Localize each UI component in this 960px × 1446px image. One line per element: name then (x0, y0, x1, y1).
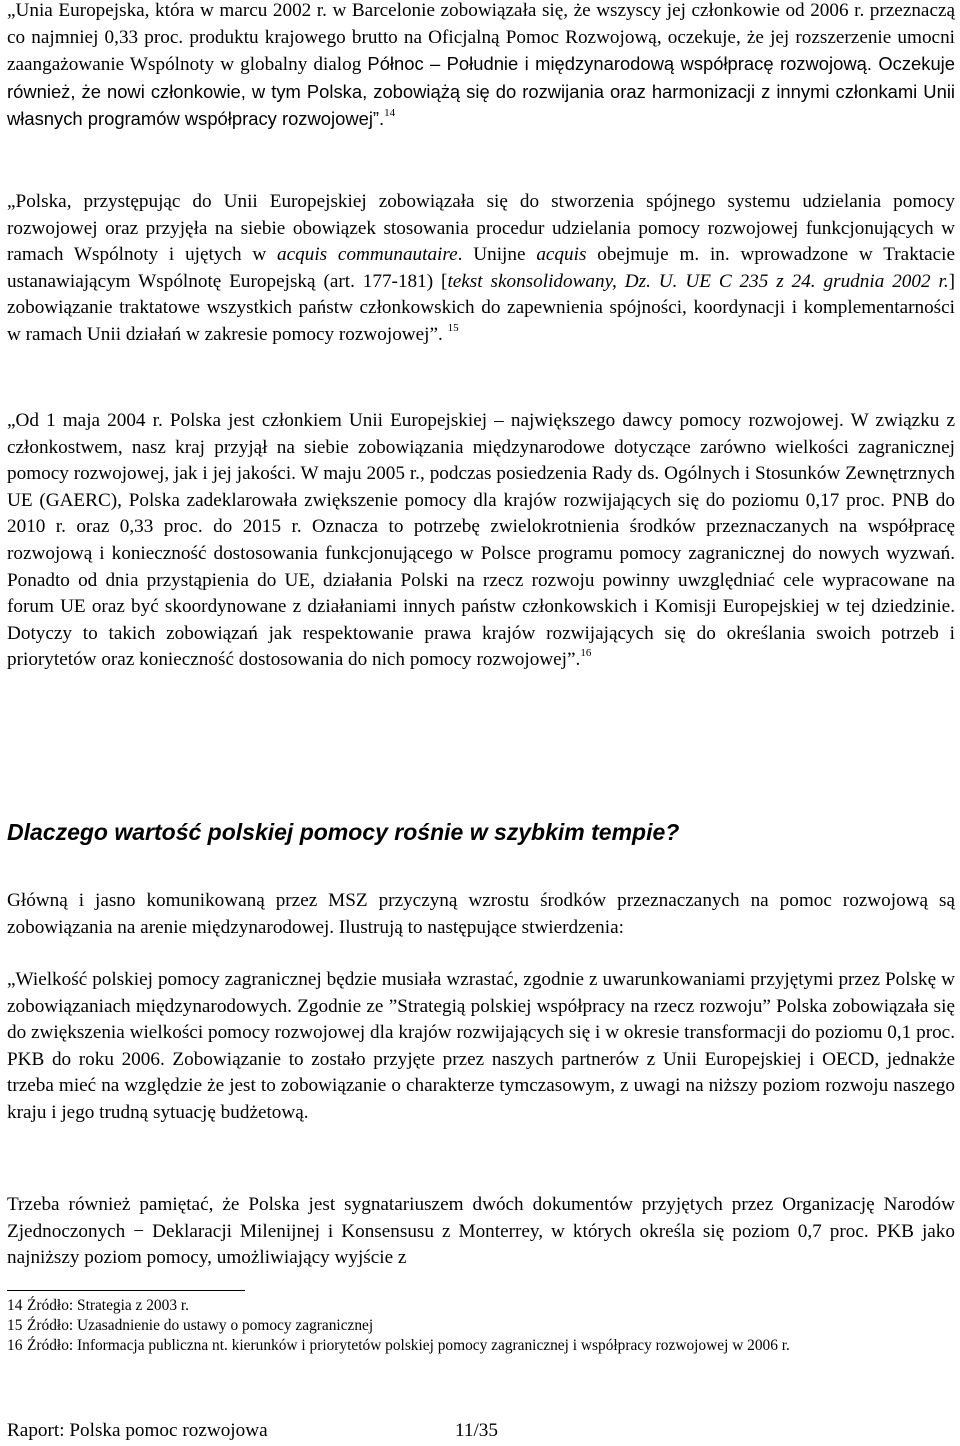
paragraph-poland-system-text-c: obejmuje m. in. wprowadzone w Traktacie ustanawiającym Wspólnotę Europejską (art. 177-181) [ (7, 244, 956, 292)
paragraph-un-documents: Trzeba również pamiętać, że Polska jest sygnatariuszem dwóch dokumentów przyjętych przez Organizację Narodów Zjednoczonych − Deklaracji Milenijnej i Konsensusu z Monterrey, w których określa się poziom 0,7 proc. PKB jako najniższy poziom pomocy, umożliwiający wyjście z (7, 1194, 955, 1269)
page-number: 11/35 (455, 1420, 498, 1441)
report-title: Raport: Polska pomoc rozwojowa (7, 1420, 268, 1441)
footnote-16 (7, 1336, 955, 1356)
paragraph-eu-membership-text: „Od 1 maja 2004 r. Polska jest członkiem Unii Europejskiej – największego dawcy pomocy rozwojowej. W związku z członkostwem, nasz kraj przyjął na siebie zobowiązania międzynarodowe dotyczące zarówno wielkości zagranicznej pomocy rozwojowej, jak i jej jakości. W maju 2005 r., podczas posiedzenia Rady ds. Ogólnych i Stosunków Zewnętrznych UE (GAERC), Polska zadeklarowała zwiększenie pomocy dla krajów rozwijających się do poziomu 0,17 proc. PNB do 2010 r. oraz 0,33 proc. do 2015 r. Oznacza to potrzebę zwielokrotnienia środków przeznaczanych na współpracę rozwojową i konieczność dostosowania funkcjonującego w Polsce programu pomocy zagranicznej do nowych wyzwań. Ponadto od dnia przystąpienia do UE, działania Polski na rzecz rozwoju powinny uwzględniać cele wypracowane na forum UE oraz być skoordynowane z działaniami innych państw członkowskich i Komisji Europejskiej w tej dziedzinie. Dotyczy to takich zobowiązań jak respektowanie prawa krajów rozwijających się do określania swoich potrzeb i priorytetów oraz konieczność dostosowania do nich pomocy rozwojowej”. (7, 410, 955, 671)
paragraph-msz-reason: Główną i jasno komunikowaną przez MSZ przyczyną wzrostu środków przeznaczanych na pomoc rozwojową są zobowiązania na arenie międzynarodowej. Ilustrują to następujące stwierdzenia: (7, 890, 955, 938)
footnotes (7, 1296, 955, 1356)
footnote-15 (7, 1316, 955, 1336)
footnote-ref-15: 15 (447, 321, 459, 334)
paragraph-poland-system-text-b: . Unijne (457, 244, 526, 266)
section-heading: Dlaczego wartość polskiej pomocy rośnie w szybkim tempie? (7, 819, 680, 845)
treaty-citation: tekst skonsolidowany, Dz. U. UE C 235 z 24. grudnia 2002 r. (447, 270, 949, 292)
footnote-ref-14: 14 (384, 107, 396, 120)
footnote-14 (7, 1296, 955, 1316)
acquis-communautaire-term: acquis communautaire (277, 244, 458, 266)
paragraph-strategy-quote: „Wielkość polskiej pomocy zagranicznej będzie musiała wzrastać, zgodnie z uwarunkowaniami przyjętymi przez Polskę w zobowiązaniach międzynarodowych. Zgodnie ze ”Strategią polskiej współpracy na rzecz rozwoju” Polska zobowiązała się do zwiększenia wielkości pomocy rozwojowej dla krajów rozwijających się i w okresie transformacji do poziomu 0,1 proc. PKB do roku 2006. Zobowiązanie to zostało przyjęte przez naszych partnerów z Unii Europejskiej i OECD, jednakże trzeba mieć na względzie że jest to zobowiązanie o charakterze tymczasowym, z uwagi na niższy poziom rozwoju naszego kraju i jego trudną sytuację budżetową. (7, 969, 955, 1123)
paragraph-poland-system (7, 189, 955, 349)
footnote-number: 15 (7, 1317, 23, 1334)
footnote-number: 16 (7, 1337, 23, 1354)
acquis-term: acquis (536, 244, 587, 266)
paragraph-eu-commitment-sans: Północ – Południe i międzynarodową współpracę rozwojową. Oczekuje również, że nowi członkowie, w tym Polska, zobowiążą się do rozwijania oraz harmonizacji z innymi członkami Unii własnych programów współpracy rozwojowej”. (7, 53, 955, 130)
footnote-text: Źródło: Uzasadnienie do ustawy o pomocy zagranicznej (27, 1317, 374, 1334)
paragraph-eu-commitment (7, 0, 955, 134)
footnote-text: Źródło: Strategia z 2003 r. (27, 1297, 189, 1314)
paragraph-poland-system-text-d: ] zobowiązanie traktatowe wszystkich państw członkowskich do zapewnienia spójności, koordynacji i komplementarności w ramach Unii działań w zakresie pomocy rozwojowej”. (7, 270, 956, 345)
paragraph-poland-system-text-a: „Polska, przystępując do Unii Europejskiej zobowiązała się do stworzenia spójnego systemu udzielania pomocy rozwojowej oraz przyjęła na siebie obowiązek stosowania procedur udzielania pomocy rozwojowej funkcjonujących w ramach Wspólnoty i ujętych w (7, 191, 955, 266)
page-footer (7, 1418, 498, 1444)
footnote-number: 14 (7, 1297, 23, 1314)
paragraph-eu-membership (7, 408, 955, 674)
paragraph-eu-commitment-serif: „Unia Europejska, która w marcu 2002 r. w Barcelonie zobowiązała się, że wszyscy jej członkowie od 2006 r. przeznaczą co najmniej 0,33 proc. produktu krajowego brutto na Oficjalną Pomoc Rozwojową, oczekuje, że jej rozszerzenie umocni zaangażowanie Wspólnoty w globalny dialog (7, 0, 955, 76)
footnote-ref-16: 16 (580, 647, 592, 660)
footnote-text: Źródło: Informacja publiczna nt. kierunków i priorytetów polskiej pomocy zagranicznej i współpracy rozwojowej w 2006 r. (27, 1337, 790, 1354)
footnote-separator (7, 1290, 245, 1291)
